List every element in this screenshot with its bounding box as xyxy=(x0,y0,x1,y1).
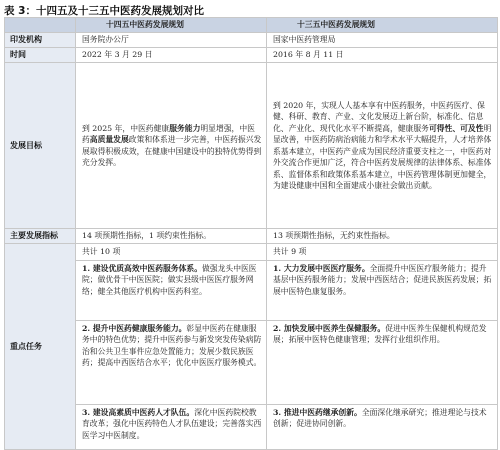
task-13-2-body: 促进中医养生保健机构规范发展；拓展中医特色健康管理；发挥行业组织作用。 xyxy=(273,323,487,344)
table-caption: 表 3：十四五及十三五中医药发展规划对比 xyxy=(4,5,204,17)
task-13-2-title: 2. 加快发展中医养生保健服务。 xyxy=(273,323,386,333)
goal-14-text-3: 政策和体系进一步完善，中医药振兴发展取得积极成效，在健康中国建设中的独特优势得到充分发挥。 xyxy=(82,135,262,167)
goal-14-bold-1: 服务能力 xyxy=(169,123,201,133)
task-13-1-title: 1. 大力发展中医医疗服务。 xyxy=(273,263,370,273)
goal-14-bold-2: 高质量发展 xyxy=(89,135,129,144)
comparison-table xyxy=(4,17,498,450)
table-header-row xyxy=(5,18,498,33)
cell-task-count-14: 共计 10 项 xyxy=(76,244,267,261)
task-14-2-body: 彰显中医药在健康服务中的特色优势；提升中医药参与新发突发传染病防治和公共卫生事件应急处置能力；发展少数民族医药；提高中西医结合水平；优化中医医疗服务模式。 xyxy=(82,323,262,367)
row-task-1 xyxy=(5,260,498,320)
goal-14-text-2: 明显增强，中医药 xyxy=(82,123,255,144)
cell-task-14-2 xyxy=(76,320,267,404)
header-14th-plan: 十四五中医药发展规划 xyxy=(76,18,267,33)
row-label-tasks: 重点任务 xyxy=(5,244,76,450)
row-goal xyxy=(5,63,498,229)
cell-indicators-14: 14 项预期性指标，1 项约束性指标。 xyxy=(76,229,267,244)
row-issuer xyxy=(5,33,498,48)
cell-goal-13 xyxy=(267,63,498,229)
cell-indicators-13: 13 项预期性指标，无约束性指标。 xyxy=(267,229,498,244)
goal-13-bold-1: 可得性、可及性 xyxy=(428,123,484,133)
task-14-3-body: 深化中医药院校教育改革；强化中医药特色人才队伍建设；完善落实西医学习中医制度。 xyxy=(82,407,262,440)
cell-task-14-1 xyxy=(76,260,267,320)
goal-13-text: 到 2020 年，实现人人基本享有中医药服务，中医药医疗、保健、科研、教育、产业、文化发展迈上新台阶，标准化、信息化、产业化、现代化水平不断提高，健康服务 xyxy=(273,100,485,133)
cell-task-13-1 xyxy=(267,260,498,320)
goal-13-text-2: 明显改善，中医药防病治病能力和学术水平大幅提升，人才培养体系基本建立，中医药产业成为国民经济重要支柱之一，中医药对外交流合作更加广泛，符合中医药发展规律的法律体系、标准体系、监督体系和政策体系基本建立，中医药管理体制更加健全，为建设健康中国和全面建成小康社会做出贡献。 xyxy=(273,123,492,190)
row-task-3 xyxy=(5,404,498,449)
cell-date-14: 2022 年 3 月 29 日 xyxy=(76,48,267,63)
cell-task-count-13: 共计 9 项 xyxy=(267,244,498,261)
cell-task-14-3 xyxy=(76,404,267,449)
cell-issuer-13: 国家中医药管理局 xyxy=(267,33,498,48)
row-indicators xyxy=(5,229,498,244)
cell-goal-14 xyxy=(76,63,267,229)
row-date xyxy=(5,48,498,63)
cell-date-13: 2016 年 8 月 11 日 xyxy=(267,48,498,63)
cell-issuer-14: 国务院办公厅 xyxy=(76,33,267,48)
task-14-3-title: 3. 建设高素质中医药人才队伍。 xyxy=(82,407,195,417)
task-13-1-body: 全面提升中医医疗服务能力；提升基层中医药服务能力；发展中西医结合；促进民族医药发展；拓展中医特色康复服务。 xyxy=(273,263,492,296)
row-label-issuer: 印发机构 xyxy=(5,33,76,48)
row-label-indicators: 主要发展指标 xyxy=(5,229,76,244)
header-corner xyxy=(5,18,76,33)
row-task-2 xyxy=(5,320,498,404)
task-13-3-title: 3. 推进中医药继承创新。 xyxy=(273,407,362,417)
task-14-1-title: 1. 建设优质高效中医药服务体系。 xyxy=(82,263,203,273)
row-label-date: 时间 xyxy=(5,48,76,63)
cell-task-13-3 xyxy=(267,404,498,449)
task-13-3-body: 全面深化继承研究；推进理论与技术创新；促进协同创新。 xyxy=(273,407,487,428)
task-14-2-title: 2. 提升中医药健康服务能力。 xyxy=(82,323,187,333)
goal-14-text: 到 2025 年，中医药健康 xyxy=(82,123,170,133)
task-14-1-body: 做强龙头中医医院；做优骨干中医医院；做实县级中医医疗服务网络；健全其他医疗机构中医药科室。 xyxy=(82,263,257,296)
row-task-count xyxy=(5,244,498,261)
header-13th-plan: 十三五中医药发展规划 xyxy=(267,18,498,33)
row-label-goal: 发展目标 xyxy=(5,63,76,229)
cell-task-13-2 xyxy=(267,320,498,404)
